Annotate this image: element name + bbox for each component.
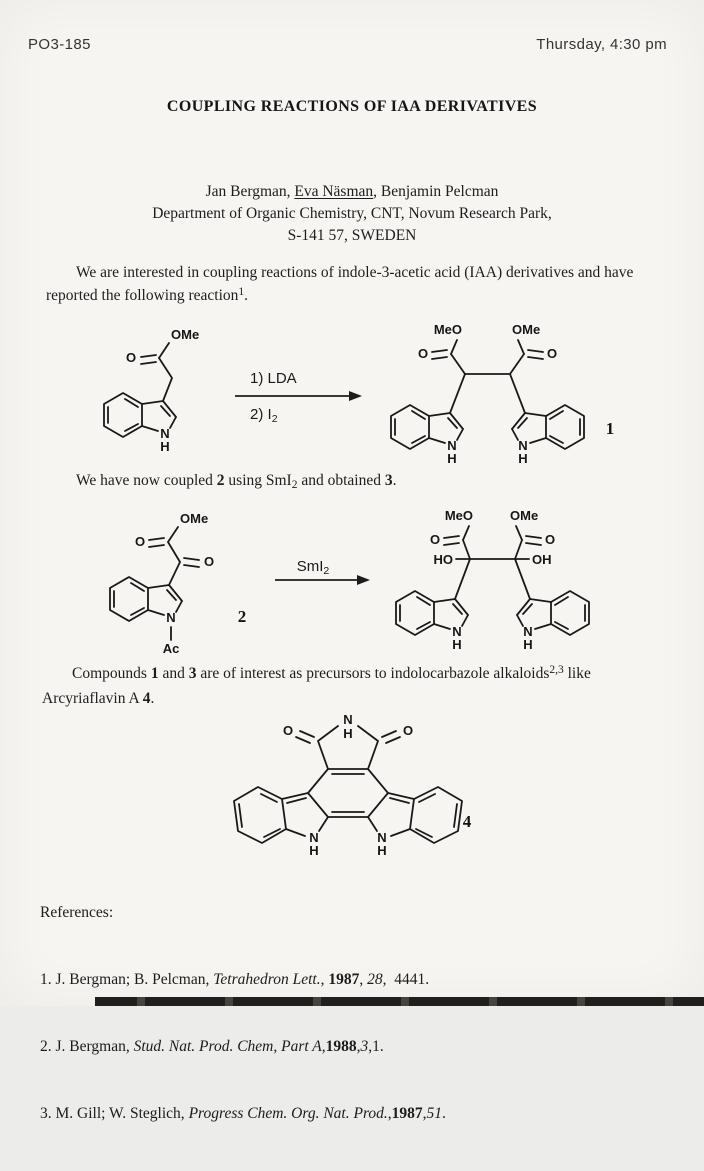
reference-item: 2. J. Bergman, Stud. Nat. Prod. Chem, Part A,1988,3,1. — [40, 1038, 384, 1056]
indole-nh-right-label: H — [518, 451, 528, 466]
methoxy-label: OMe — [171, 327, 200, 342]
indole-n-label: N — [166, 610, 176, 625]
carbonyl-o-left-label: O — [429, 532, 441, 547]
paragraph-intro — [46, 261, 676, 309]
structure-compound-2 — [110, 511, 246, 656]
authors-block — [0, 181, 704, 247]
indole-nh-left-label: H — [452, 637, 462, 652]
paragraph-precursors — [42, 662, 682, 710]
indole-nh-label: H — [160, 439, 170, 454]
intro-line-2: reported the following reaction$^1$. — [46, 285, 249, 304]
reaction-scheme-1 — [70, 312, 650, 464]
indole-n-right-label: N — [523, 624, 533, 639]
structure-arcyriaflavin-a — [205, 707, 505, 857]
methoxy-right-label: OMe — [512, 322, 541, 337]
structure-compound-3 — [396, 508, 589, 652]
hydroxyl-left-label: HO — [433, 552, 453, 567]
indole-nh-right-label: H — [377, 843, 387, 858]
precursors-line-1: Compounds 1 and 3 are of interest as precursors to indolocarbazole alkaloids$^{2,3}$ like — [72, 663, 591, 682]
hydroxyl-right-label: OH — [532, 552, 552, 567]
indole-nh-right-label: H — [523, 637, 533, 652]
indole-n-right-label: N — [518, 438, 528, 453]
structure-compound-1 — [391, 322, 614, 466]
compound-4-number: 4 — [462, 812, 472, 831]
scan-edge-artifact — [95, 997, 704, 1006]
reagent-label: SmI$_2$ — [296, 558, 330, 577]
methoxy-left-label: MeO — [433, 322, 462, 337]
compound-2-number: 2 — [237, 607, 247, 626]
page-title: COUPLING REACTIONS OF IAA DERIVATIVES — [166, 98, 538, 115]
authors-line: Jan Bergman, Eva Näsman, Benjamin Pelcman — [205, 183, 499, 200]
arrowhead-icon — [349, 391, 362, 401]
affiliation-line: Department of Organic Chemistry, CNT, Novum Research Park, — [152, 205, 552, 222]
indole-n-label: N — [160, 426, 170, 441]
indole-n-left-label: N — [447, 438, 457, 453]
reference-item: 3. M. Gill; W. Steglich, Progress Chem. Org. Nat. Prod.,1987,51. — [40, 1105, 446, 1123]
references-section — [40, 857, 446, 1171]
reaction-arrow-2 — [275, 558, 370, 585]
intro-line-1: We are interested in coupling reactions of indole-3-acetic acid (IAA) derivatives and have — [76, 264, 634, 281]
session-code: PO3-185 — [28, 36, 91, 53]
methoxy-left-label: MeO — [444, 508, 473, 523]
compound-1-number: 1 — [605, 419, 615, 438]
indole-nh-left-label: H — [309, 843, 319, 858]
imide-nh-label: H — [343, 726, 353, 741]
indole-n-right-label: N — [377, 830, 387, 845]
ester-oxygen-label: O — [125, 350, 137, 365]
carbonyl-o-left-label: O — [417, 346, 429, 361]
condition-step-2: 2) $I_2$ — [250, 406, 278, 425]
imide-n-label: N — [343, 712, 353, 727]
methoxy-label: OMe — [180, 511, 209, 526]
paragraph-coupling: We have now coupled 2 using SmI2 and obtained 3. — [76, 472, 397, 491]
ester-o-label: O — [134, 534, 146, 549]
precursors-line-2: Arcyriaflavin A 4. — [42, 690, 155, 707]
keto-o-label: O — [203, 554, 215, 569]
indole-n-left-label: N — [309, 830, 319, 845]
references-heading: References: — [40, 903, 114, 921]
carbonyl-o-right-label: O — [546, 346, 558, 361]
condition-step-1: 1) LDA — [250, 370, 297, 387]
carbonyl-o-right-label: O — [402, 723, 414, 738]
reaction-arrow-1 — [235, 370, 362, 425]
reaction-scheme-2 — [70, 502, 650, 654]
carbonyl-o-right-label: O — [544, 532, 556, 547]
carbonyl-o-left-label: O — [282, 723, 294, 738]
session-time: Thursday, 4:30 pm — [536, 36, 667, 53]
address-line: S-141 57, SWEDEN — [287, 227, 417, 244]
structure-methyl-indole-3-acetate — [104, 327, 199, 454]
arrowhead-icon — [357, 575, 370, 585]
n-acetyl-label: Ac — [162, 641, 180, 656]
indole-n-left-label: N — [452, 624, 462, 639]
indole-nh-left-label: H — [447, 451, 457, 466]
reference-item: 1. J. Bergman; B. Pelcman, Tetrahedron Lett., 1987, 28, 4441. — [40, 971, 430, 989]
methoxy-right-label: OMe — [510, 508, 539, 523]
